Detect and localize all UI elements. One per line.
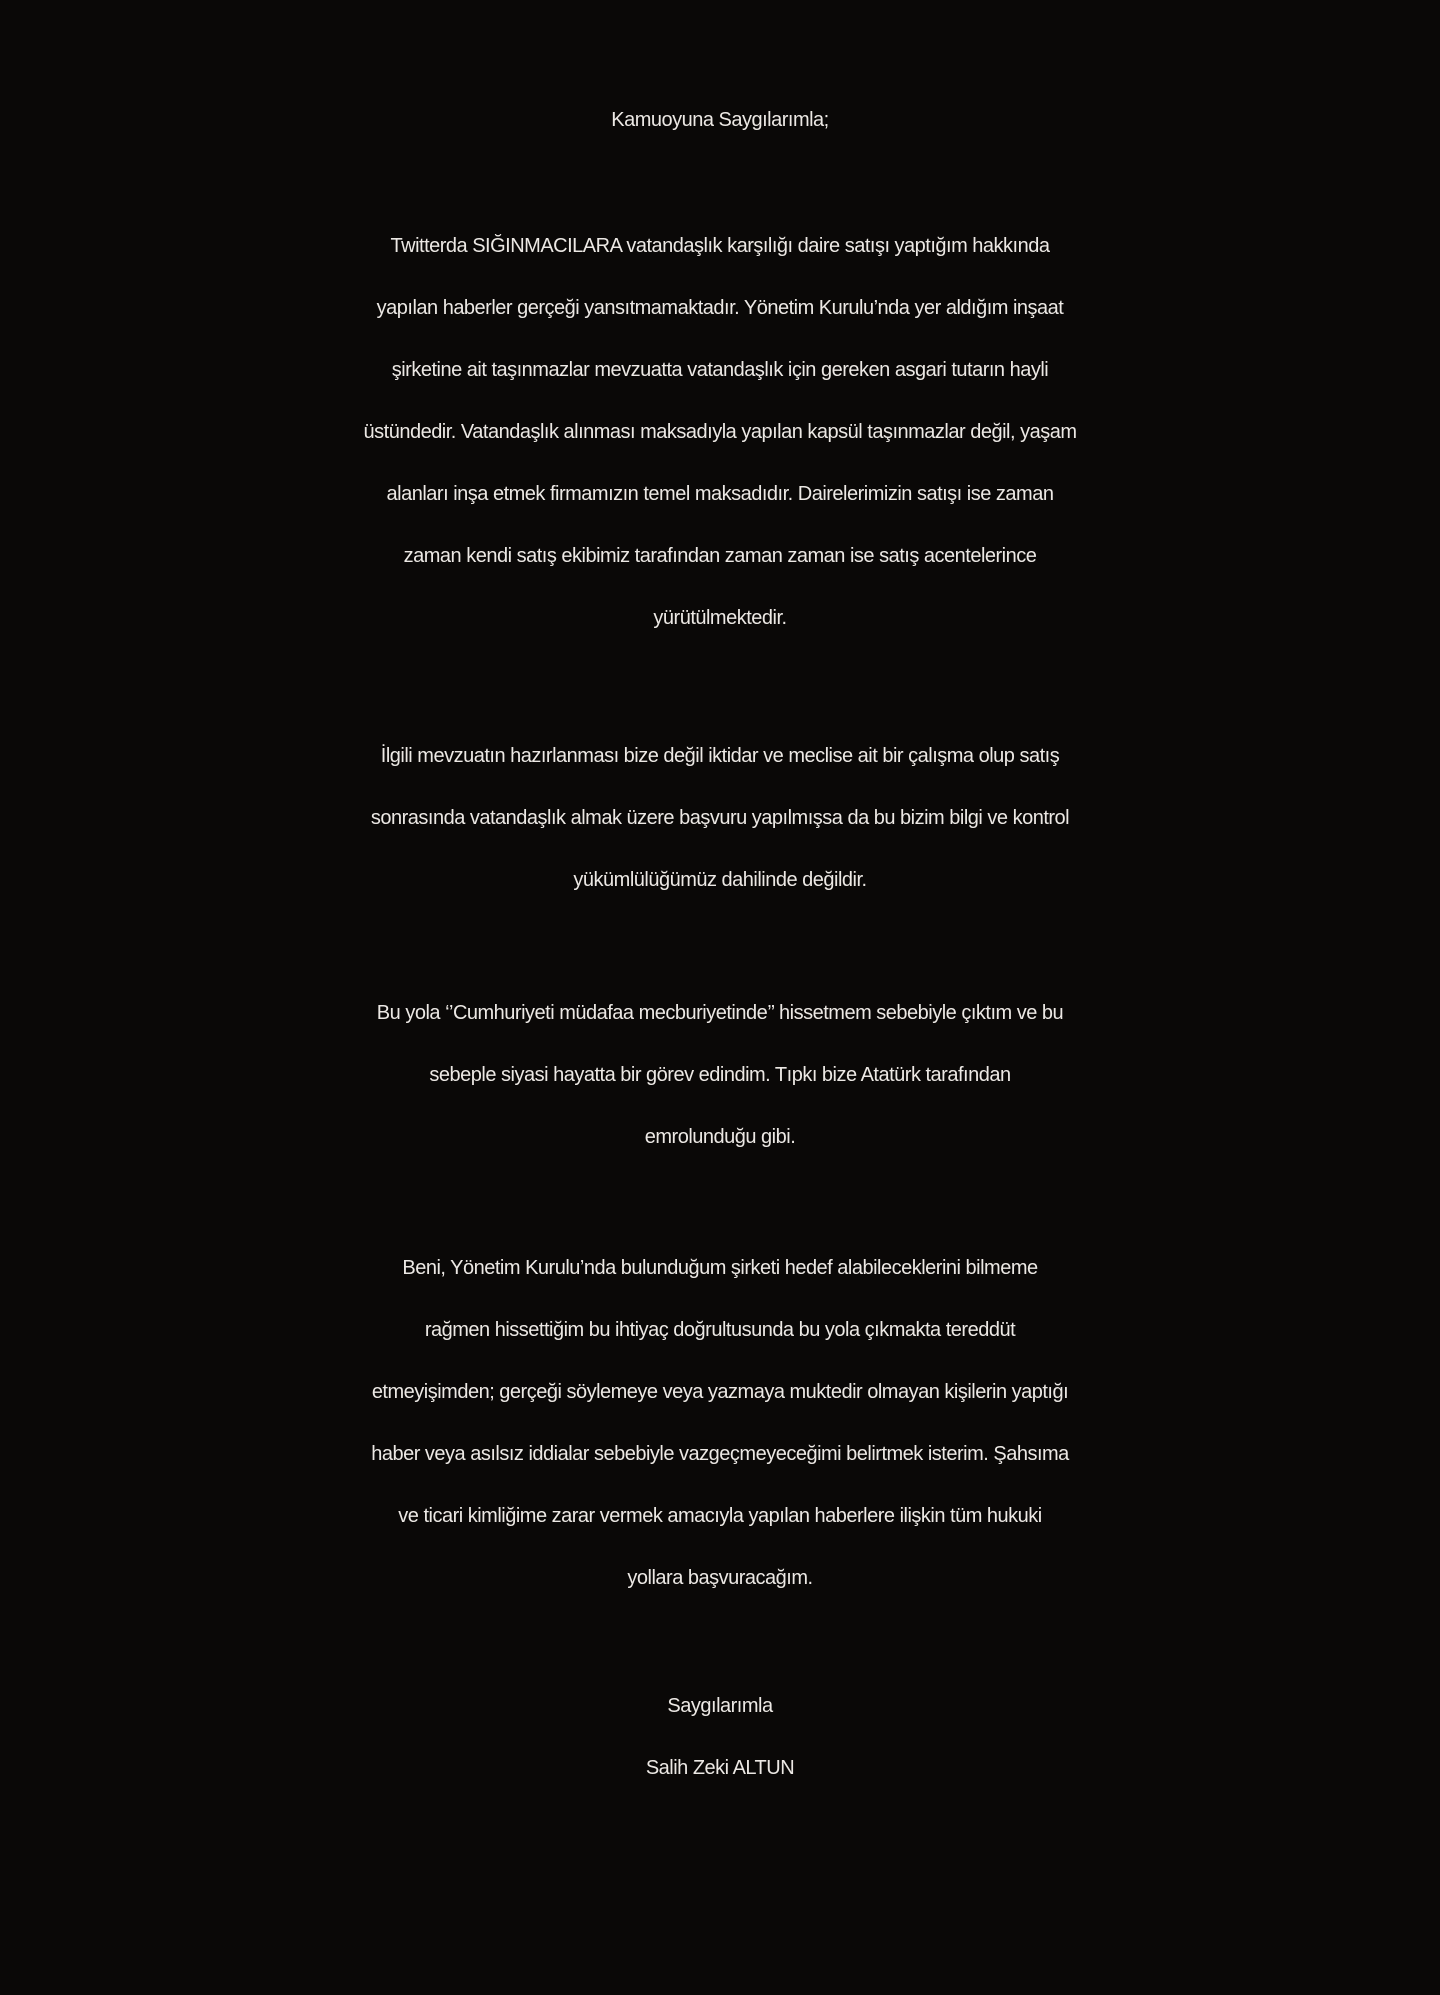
paragraph-line: üstündedir. Vatandaşlık alınması maksadıyla yapılan kapsül taşınmazlar değil, yaşam bbox=[363, 421, 1077, 443]
paragraph-line: emrolunduğu gibi. bbox=[644, 1126, 796, 1148]
paragraph-line: yapılan haberler gerçeği yansıtmamaktadır. Yönetim Kurulu’nda yer aldığım inşaat bbox=[376, 297, 1064, 319]
greeting-line: Kamuoyuna Saygılarımla; bbox=[611, 109, 829, 131]
closing-line: Saygılarımla bbox=[667, 1695, 773, 1717]
paragraph-line: haber veya asılsız iddialar sebebiyle vazgeçmeyeceğimi belirtmek isterim. Şahsıma bbox=[371, 1443, 1069, 1465]
paragraph-line: Beni, Yönetim Kurulu’nda bulunduğum şirketi hedef alabileceklerini bilmeme bbox=[402, 1257, 1038, 1279]
paragraph-line: etmeyişimden; gerçeği söylemeye veya yazmaya muktedir olmayan kişilerin yaptığı bbox=[371, 1381, 1069, 1403]
paragraph-line: alanları inşa etmek firmamızın temel maksadıdır. Dairelerimizin satışı ise zaman bbox=[386, 483, 1054, 505]
paragraph-line: yükümlülüğümüz dahilinde değildir. bbox=[573, 869, 867, 891]
signature-name: Salih Zeki ALTUN bbox=[645, 1757, 795, 1779]
paragraph-line: Bu yola ‘’Cumhuriyeti müdafaa mecburiyetinde’’ hissetmem sebebiyle çıktım ve bu bbox=[376, 1002, 1064, 1024]
paragraph-line: ve ticari kimliğime zarar vermek amacıyla yapılan haberlere ilişkin tüm hukuki bbox=[398, 1505, 1042, 1527]
paragraph-line: rağmen hissettiğim bu ihtiyaç doğrultusunda bu yola çıkmakta tereddüt bbox=[424, 1319, 1016, 1341]
paragraph-line: zaman kendi satış ekibimiz tarafından zaman zaman ise satış acentelerince bbox=[403, 545, 1037, 567]
paragraph-line: Twitterda SIĞINMACILARA vatandaşlık karşılığı daire satışı yaptığım hakkında bbox=[390, 235, 1050, 257]
paragraph-line: sonrasında vatandaşlık almak üzere başvuru yapılmışsa da bu bizim bilgi ve kontrol bbox=[370, 807, 1070, 829]
paragraph-line: İlgili mevzuatın hazırlanması bize değil iktidar ve meclise ait bir çalışma olup satış bbox=[380, 745, 1060, 767]
paragraph-line: sebeple siyasi hayatta bir görev edindim. Tıpkı bize Atatürk tarafından bbox=[429, 1064, 1011, 1086]
paragraph-line: yürütülmektedir. bbox=[653, 607, 787, 629]
paragraph-line: şirketine ait taşınmazlar mevzuatta vatandaşlık için gereken asgari tutarın hayli bbox=[391, 359, 1049, 381]
paragraph-line: yollara başvuracağım. bbox=[627, 1567, 813, 1589]
